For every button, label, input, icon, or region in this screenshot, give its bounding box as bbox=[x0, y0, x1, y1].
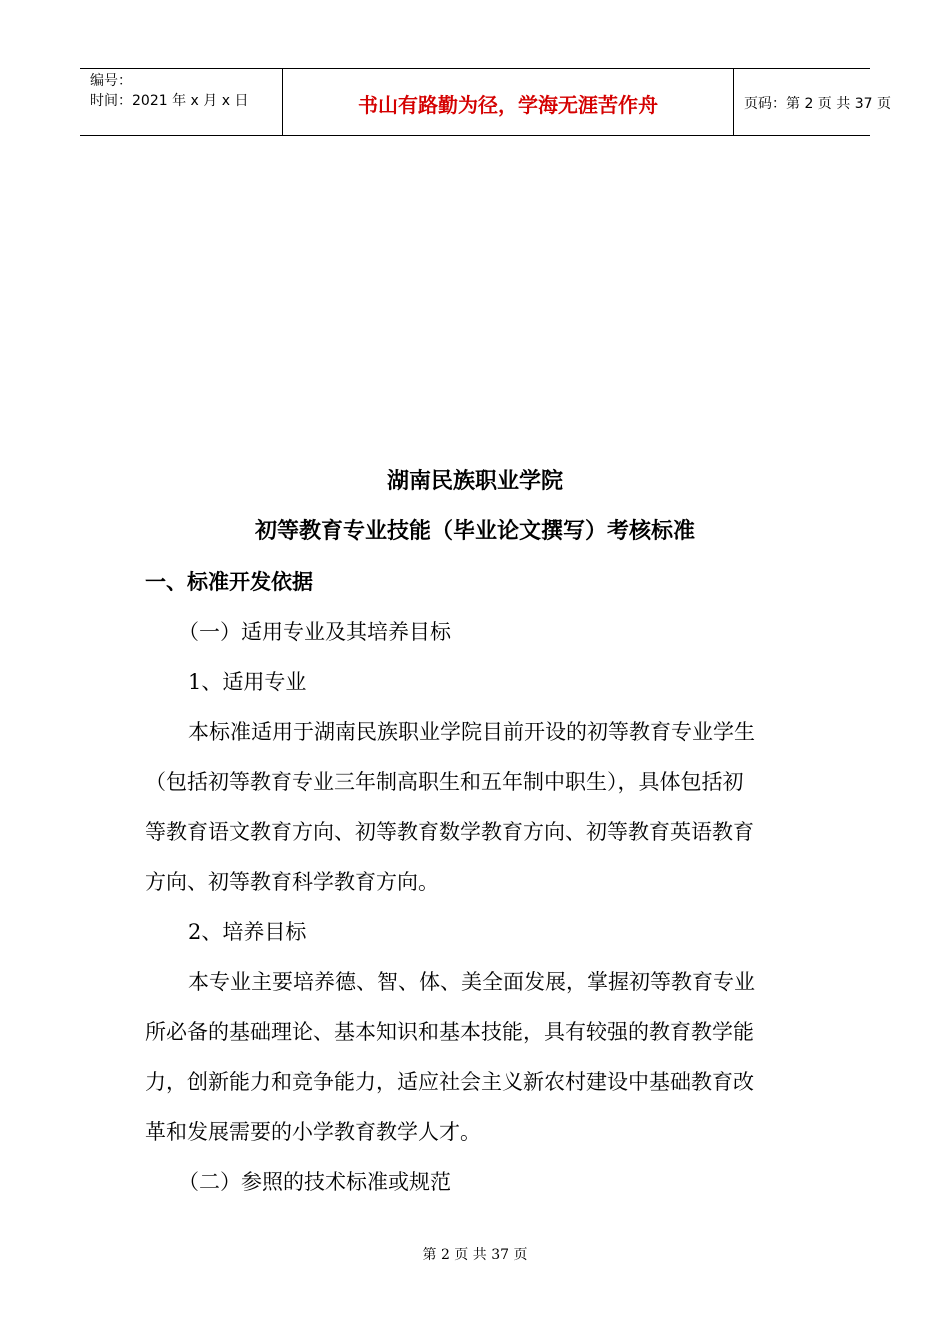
paragraph-line: 方向、初等教育科学教育方向。 bbox=[145, 870, 439, 894]
paragraph-line: 所必备的基础理论、基本知识和基本技能，具有较强的教育教学能 bbox=[145, 1020, 754, 1044]
paragraph-line: 本专业主要培养德、智、体、美全面发展，掌握初等教育专业 bbox=[188, 970, 755, 994]
header-page-info: 页码：第 2 页 共 37 页 bbox=[744, 96, 891, 112]
item-heading-applicable-major: 1、适用专业 bbox=[188, 670, 307, 694]
document-time-label: 时间：2021 年 x 月 x 日 bbox=[90, 93, 249, 109]
header-left-cell bbox=[80, 69, 282, 136]
page-footer-number: 第 2 页 共 37 页 bbox=[422, 1247, 528, 1263]
subsection-heading-2: （二）参照的技术标准或规范 bbox=[178, 1170, 451, 1194]
page-header bbox=[80, 68, 891, 136]
item-heading-training-goal: 2、培养目标 bbox=[188, 920, 307, 944]
header-motto-cell bbox=[282, 69, 734, 136]
header-motto: 书山有路勤为径，学海无涯苦作舟 bbox=[358, 93, 658, 117]
document-title-institution: 湖南民族职业学院 bbox=[386, 469, 563, 494]
paragraph-line: 本标准适用于湖南民族职业学院目前开设的初等教育专业学生 bbox=[188, 720, 755, 744]
paragraph-line: 力，创新能力和竞争能力，适应社会主义新农村建设中基础教育改 bbox=[145, 1070, 754, 1094]
header-page-cell bbox=[734, 69, 891, 136]
document-title-standard: 初等教育专业技能（毕业论文撰写）考核标准 bbox=[254, 519, 695, 544]
subsection-heading-1: （一）适用专业及其培养目标 bbox=[178, 620, 451, 644]
paragraph-line: 革和发展需要的小学教育教学人才。 bbox=[145, 1120, 481, 1144]
paragraph-line: 等教育语文教育方向、初等教育数学教育方向、初等教育英语教育 bbox=[145, 820, 754, 844]
document-number-label: 编号： bbox=[90, 73, 132, 89]
section-heading-1: 一、标准开发依据 bbox=[145, 570, 313, 594]
paragraph-line: （包括初等教育专业三年制高职生和五年制中职生），具体包括初 bbox=[145, 770, 744, 794]
